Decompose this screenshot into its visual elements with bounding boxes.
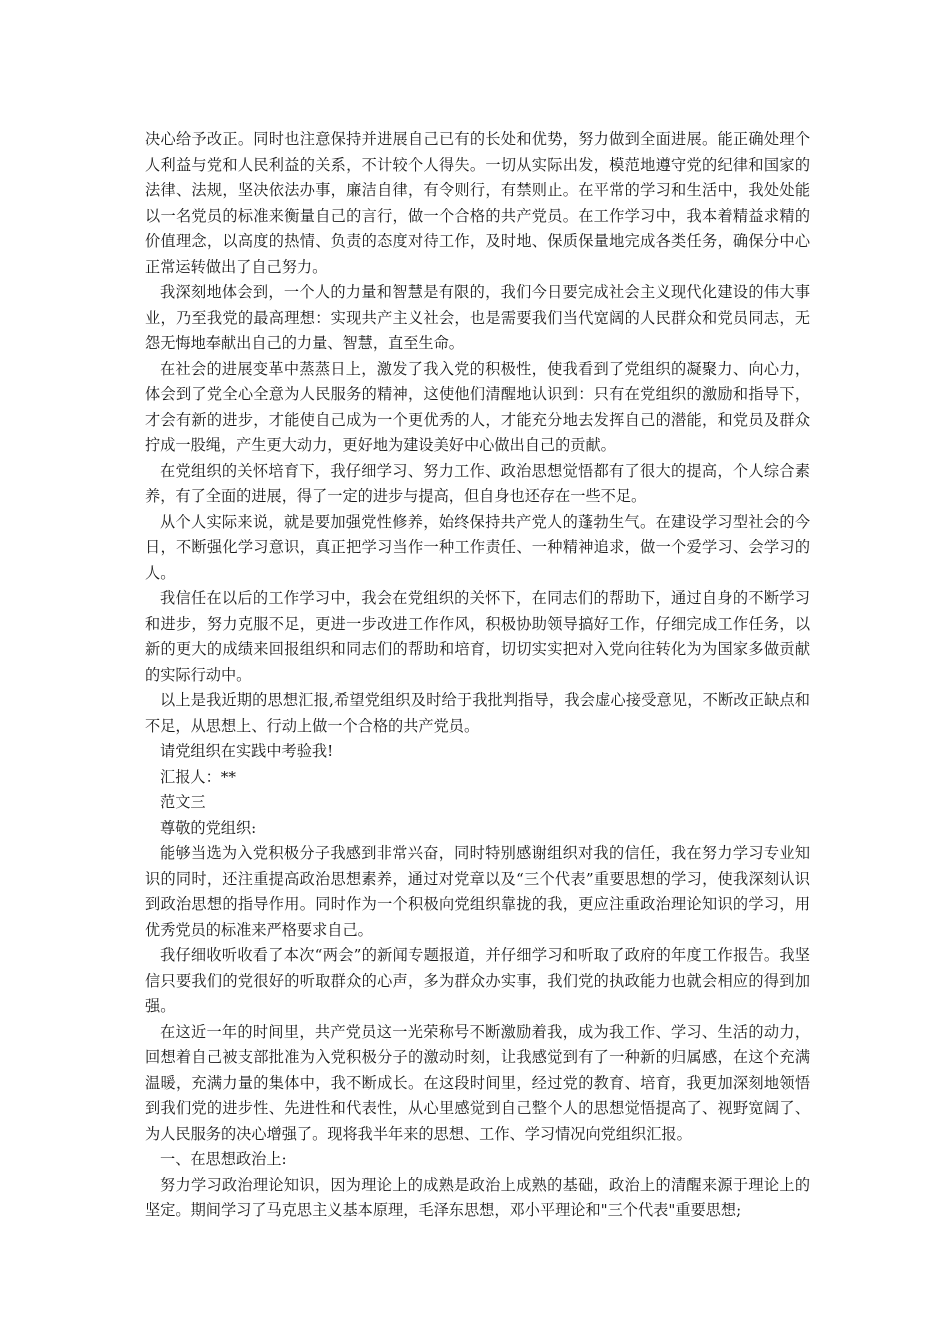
paragraph: 在党组织的关怀培育下，我仔细学习、努力工作、政治思想觉悟都有了很大的提高，个人综合素养，有了全面的进展，得了一定的进步与提高，但自身也还存在一些不足。 <box>145 461 810 505</box>
paragraph: 能够当选为入党积极分子我感到非常兴奋，同时特别感谢组织对我的信任，我在努力学习专业知识的同时，还注重提高政治思想素养，通过对党章以及“三个代表”重要思想的学习，使我深刻认识到政治思想的指导作用。同时作为一个积极向党组织靠拢的我，更应注重政治理论知识的学习，用优秀党员的标准来严格要求自己。 <box>145 844 810 939</box>
paragraph-continuation: 决心给予改正。同时也注意保持并进展自己已有的长处和优势，努力做到全面进展。能正确处理个人利益与党和人民利益的关系，不计较个人得失。一切从实际出发，模范地遵守党的纪律和国家的法律、法规，坚决依法办事，廉洁自律，有令则行，有禁则止。在平常的学习和生活中，我处处能以一名党员的标准来衡量自己的言行，做一个合格的共产党员。在工作学习中，我本着精益求精的价值理念，以高度的热情、负责的态度对待工作，及时地、保质保量地完成各类任务，确保分中心正常运转做出了自己努力。 <box>145 130 810 276</box>
paragraph: 我仔细收听收看了本次“两会”的新闻专题报道，并仔细学习和听取了政府的年度工作报告。我坚信只要我们的党很好的听取群众的心声，多为群众办实事，我们党的执政能力也就会相应的得到加强。 <box>145 946 810 1015</box>
document-page <box>145 127 810 1224</box>
paragraph: 从个人实际来说，就是要加强党性修养，始终保持共产党人的蓬勃生气。在建设学习型社会的今日，不断强化学习意识，真正把学习当作一种工作责任、一种精神追求，做一个爱学习、会学习的人。 <box>145 512 810 582</box>
paragraph: 我深刻地体会到，一个人的力量和智慧是有限的，我们今日要完成社会主义现代化建设的伟大事业，乃至我党的最高理想：实现共产主义社会，也是需要我们当代宽阔的人民群众和党员同志，无怨无悔地奉献出自己的力量、智慧，直至生命。 <box>145 283 810 352</box>
paragraph: 努力学习政治理论知识，因为理论上的成熟是政治上成熟的基础，政治上的清醒来源于理论上的坚定。期间学习了马克思主义基本原理，毛泽东思想，邓小平理论和"三个代表"重要思想; <box>145 1175 810 1219</box>
salutation: 尊敬的党组织: <box>160 818 257 837</box>
subsection-heading: 一、在思想政治上: <box>160 1150 287 1168</box>
paragraph: 在社会的进展变革中蒸蒸日上，激发了我入党的积极性，使我看到了党组织的凝聚力、向心力，体会到了党全心全意为人民服务的精神，这使他们清醒地认识到：只有在党组织的激励和指导下，才会有新的进步，才能使自己成为一个更优秀的人，才能充分地去发挥自己的潜能，和党员及群众拧成一股绳，产生更大动力，更好地为建设美好中心做出自己的贡献。 <box>145 359 810 454</box>
closing-line: 请党组织在实践中考验我! <box>160 742 334 760</box>
paragraph: 我信任在以后的工作学习中，我会在党组织的关怀下，在同志们的帮助下，通过自身的不断学习和进步，努力克服不足，更进一步改进工作作风，积极协助领导搞好工作，仔细完成工作任务，以新的更大的成绩来回报组织和同志们的帮助和培育，切切实实把对入党向往转化为为国家多做贡献的实际行动中。 <box>145 589 810 684</box>
paragraph: 以上是我近期的思想汇报,希望党组织及时给于我批判指导，我会虚心接受意见，不断改正缺点和不足，从思想上、行动上做一个合格的共产党员。 <box>145 691 810 735</box>
section-heading: 范文三 <box>160 793 206 811</box>
reporter-signature: 汇报人：** <box>160 767 236 786</box>
paragraph: 在这近一年的时间里，共产党员这一光荣称号不断激励着我，成为我工作、学习、生活的动力，回想着自己被支部批准为入党积极分子的激动时刻，让我感觉到有了一种新的归属感，在这个充满温暖，充满力量的集体中，我不断成长。在这段时间里，经过党的教育、培育，我更加深刻地领悟到我们党的进步性、先进性和代表性，从心里感觉到自己整个人的思想觉悟提高了、视野宽阔了、为人民服务的决心增强了。现将我半年来的思想、工作、学习情况向党组织汇报。 <box>145 1022 810 1143</box>
